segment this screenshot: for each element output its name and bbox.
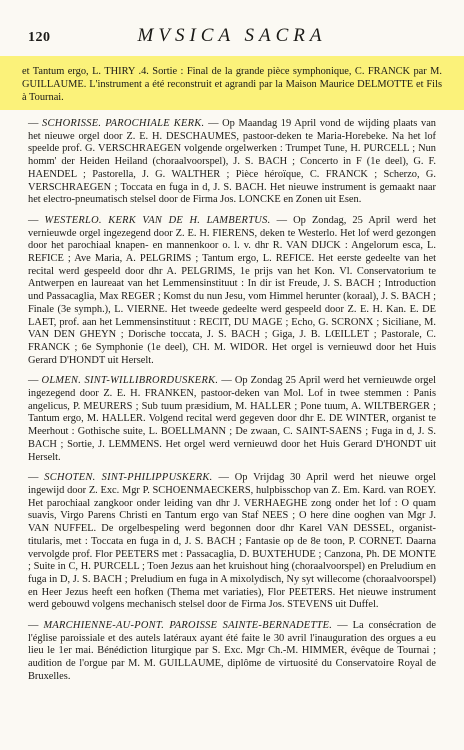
section-olmen: — OLMEN. SINT-WILLIBRORDUSKERK. — Op Zondag 25 April werd het vernieuwde orgel ingezegend door Z. E. H. FRANKEN, pastoor-deken van Mol. Lof in twee stemmen : Panis angelicus, P. MEURERS ; Sub tuum præsidium, M. HALLER ; Pone tuum, A. WILTBERGER ; Tantum ergo, M. HALLER. Volgend recital werd gegeven door dhr E. DE WINTER, organist te Meerhout : Gothische suite, L. BOELLMANN ; De zwaan, C. SAINT-SAENS ; Fuga in d, J. S. BACH ; Sortie, J. LEMMENS. Het orgel werd vernieuwd door het Huis Gerard D'HONDT uit Herselt. — [28, 375, 436, 463]
journal-title: MVSICA SACRA — [137, 25, 327, 46]
article-body — [22, 110, 442, 684]
section-heading: WESTERLO. KERK VAN DE H. LAMBERTUS. — [44, 214, 271, 226]
section-heading: OLMEN. SINT-WILLIBRORDUSKERK. — [41, 375, 219, 387]
section-text: — Op Vrijdag 30 April werd het nieuwe orgel ingewijd door Z. Exc. Mgr P. SCHOENMAECKERS, hulpbisschop van Z. Em. Kard. van ROEY. Het parochiaal zangkoor onder leiding van dhr J. VERHAEGHE zong onder het lof : O quam suavis, Virgo Parens Christi en Tantum ergo van Staf NEES ; O here dine ooghen van Mgr J. VAN NUFFEL. De orgelbespeling werd begonnen door dhr Karel VAN DESSEL, organist-titularis, met : Toccata en fuga in d, J. S. BACH ; Fantasie op de 8e toon, P. CORNET. Daarna vervolgde prof. Flor PEETERS met : Passacaglia, D. BUXTEHUDE ; Canzona, Ph. DE MONTE ; Suite in C, H. PURCELL ; Toen Jezus aan het kruishout hing (choraalvoorspel) en Preludium en fuga in D, J. S. BACH ; Preludium en fuga in A mixolydisch, Ny syt willecome (choraalvoorspel) en Heer Jezus heeft een hofken (Thema met variaties), Flor PEETERS. Het nieuwe instrument werd gebouwd volgens mechanisch stelsel door de Firma Jos. STEVENS uit Duffel. — [28, 472, 436, 611]
section-schorisse: — SCHORISSE. PAROCHIALE KERK. — Op Maandag 19 April vond de wijding plaats van het nieuwe orgel door Z. E. H. DESCHAUMES, pastoor-deken te Maria-Horebeke. Na het lof speelde prof. G. VERSCHRAEGEN volgende orgelwerken : Trumpet Tune, H. PURCELL ; Nun homm' der Heiden Heiland (choraalvoorspel), J. S. BACH ; Concerto in F (1e deel), G. F. HAENDEL ; Pastorella, J. G. WALTHER ; Pièce héroïque, C. FRANCK ; Scherzo, G. VERSCHRAEGEN ; Toccata en fuga in d, J. S. BACH. Het nieuwe instrument is gemaakt naar het electro-pneumatisch stelsel door de Firma Jos. LONCKE en Zonen uit Esen. — [28, 118, 436, 206]
section-text: — Op Zondag, 25 April werd het vernieuwde orgel ingezegend door Z. E. H. FIERENS, deken te Westerlo. Het lof werd gezongen door het parochiaal knapen- en mannenkoor o. l. v. dhr R. VAN DIJCK : Angelorum esca, L. REFICE ; Ave Maria, A. PELGRIMS ; Tantum ergo, L. REFICE. Het eerste gedeelte van het recital werd gespeeld door dhr A. PELGRIMS, 1e prijs van het Kon. Vl. Conservatorium te Antwerpen en laureaat van het Lemmensinstituut : In dir ist Freude, J. S. BACH ; Introduction und Passacaglia, Max REGER ; Komst du nun Jesu, vom Himmel herunter (koraal), J. S. BACH ; Finale (3e symph.), L. VIERNE. Het tweede gedeelte werd gespeeld door Z. E. H. Kan. E. DE LAET, prof. aan het Lemmensinstituut : RECIT, DU MAGE ; Echo, G. SCRONX ; Siciliane, M. VAN DEN GHEYN ; Dorische toccata, J. S. BACH ; Giga, J. B. LŒILLET ; Pastorale, C. FRANCK ; 6e Symphonie (1e deel), CH. M. WIDOR. Het orgel is vernieuwd door het Huis Gerard D'HONDT uit Herselt. — [28, 214, 437, 366]
highlight-text: et Tantum ergo, L. THIRY .4. Sortie : Final de la grande pièce symphonique, C. FRANCK par M. GUILLAUME. L'instrument a été reconstruit et agrandi par la Maison Maurice DELMOTTE et Fils à Tournai. — [22, 66, 442, 103]
section-schoten: — SCHOTEN. SINT-PHILIPPUSKERK. — Op Vrijdag 30 April werd het nieuwe orgel ingewijd door Z. Exc. Mgr P. SCHOENMAECKERS, hulpbisschop van Z. Em. Kard. van ROEY. Het parochiaal zangkoor onder leiding van dhr J. VERHAEGHE zong onder het lof : O quam suavis, Virgo Parens Christi en Tantum ergo van Staf NEES ; O here dine ooghen van Mgr J. VAN NUFFEL. De orgelbespeling werd begonnen door dhr Karel VAN DESSEL, organist-titularis, met : Toccata en fuga in d, J. S. BACH ; Fantasie op de 8e toon, P. CORNET. Daarna vervolgde prof. Flor PEETERS met : Passacaglia, D. BUXTEHUDE ; Canzona, Ph. DE MONTE ; Suite in C, H. PURCELL ; Toen Jezus aan het kruishout hing (choraalvoorspel) en Preludium en fuga in D, J. S. BACH ; Preludium en fuga in A mixolydisch, Ny syt willecome (choraalvoorspel) en Heer Jezus heeft een hofken (Thema met variaties), Flor PEETERS. Het nieuwe instrument werd gebouwd volgens mechanisch stelsel door de Firma Jos. STEVENS uit Duffel. — [28, 472, 436, 611]
section-text: — Op Maandag 19 April vond de wijding plaats van het nieuwe orgel door Z. E. H. DESCHAUMES, pastoor-deken te Maria-Horebeke. Na het lof speelde prof. G. VERSCHRAEGEN volgende orgelwerken : Trumpet Tune, H. PURCELL ; Nun homm' der Heiden Heiland (choraalvoorspel), J. S. BACH ; Concerto in F (1e deel), G. F. HAENDEL ; Pastorella, J. G. WALTHER ; Pièce héroïque, C. FRANCK ; Scherzo, G. VERSCHRAEGEN ; Toccata en fuga in d, J. S. BACH. Het nieuwe instrument is gemaakt naar het electro-pneumatisch stelsel door de Firma Jos. LONCKE en Zonen uit Esen. — [28, 118, 436, 206]
section-westerlo: — WESTERLO. KERK VAN DE H. LAMBERTUS. — Op Zondag, 25 April werd het vernieuwde orgel ingezegend door Z. E. H. FIERENS, deken te Westerlo. Het lof werd gezongen door het parochiaal knapen- en mannenkoor o. l. v. dhr R. VAN DIJCK : Angelorum esca, L. REFICE ; Ave Maria, A. PELGRIMS ; Tantum ergo, L. REFICE. Het eerste gedeelte van het recital werd gespeeld door dhr A. PELGRIMS, 1e prijs van het Kon. Vl. Conservatorium te Antwerpen en laureaat van het Lemmensinstituut : In dir ist Freude, J. S. BACH ; Introduction und Passacaglia, Max REGER ; Komst du nun Jesu, vom Himmel herunter (koraal), J. S. BACH ; Finale (3e symph.), L. VIERNE. Het tweede gedeelte werd gespeeld door Z. E. H. Kan. E. DE LAET, prof. aan het Lemmensinstituut : RECIT, DU MAGE ; Echo, G. SCRONX ; Siciliane, M. VAN DEN GHEYN ; Dorische toccata, J. S. BACH ; Giga, J. B. LŒILLET ; Pastorale, C. FRANCK ; 6e Symphonie (1e deel), CH. M. WIDOR. Het orgel is vernieuwd door het Huis Gerard D'HONDT uit Herselt. — [28, 214, 437, 366]
page-number: 120 — [28, 30, 51, 45]
section-marchienne: — MARCHIENNE-AU-PONT. PAROISSE SAINTE-BERNADETTE. — La consécration de l'église paroissiale et des autels latéraux ayant été faite le 30 avril l'inauguration des orgues a eu lieu le 1er mai. Bénédiction liturgique par S. Exc. Mgr Ch.-M. HIMMER, évêque de Tournai ; audition de l'orgue par M. M. GUILLAUME, diplôme de virtuosité du Conservatoire Royal de Bruxelles. — [28, 620, 436, 682]
section-heading: MARCHIENNE-AU-PONT. PAROISSE SAINTE-BERNADETTE. — [43, 620, 333, 632]
section-text: — Op Zondag 25 April werd het vernieuwde orgel ingezegend door Z. E. H. FRANKEN, pastoor-deken van Mol. Lof in twee stemmen : Panis angelicus, P. MEURERS ; Sub tuum præsidium, M. HALLER ; Pone tuum, A. WILTBERGER ; Tantum ergo, M. HALLER. Volgend recital werd gegeven door dhr E. DE WINTER, organist te Meerhout : Gothische suite, L. BOELLMANN ; De zwaan, C. SAINT-SAENS ; Fuga in d, J. S. BACH ; Sortie, J. LEMMENS. Het orgel werd vernieuwd door het Huis Gerard D'HONDT uit Herselt. — [28, 375, 436, 463]
section-text: — La consécration de l'église paroissiale et des autels latéraux ayant été faite le 30 avril l'inauguration des orgues a eu lieu le 1er mai. Bénédiction liturgique par S. Exc. Mgr Ch.-M. HIMMER, évêque de Tournai ; audition de l'orgue par M. M. GUILLAUME, diplôme de virtuosité du Conservatoire Royal de Bruxelles. — [28, 620, 436, 682]
section-heading: SCHORISSE. PAROCHIALE KERK. — [42, 118, 205, 129]
highlighted-paragraph — [0, 56, 464, 110]
page-header — [22, 0, 442, 56]
section-heading: SCHOTEN. SINT-PHILIPPUSKERK. — [44, 472, 213, 484]
